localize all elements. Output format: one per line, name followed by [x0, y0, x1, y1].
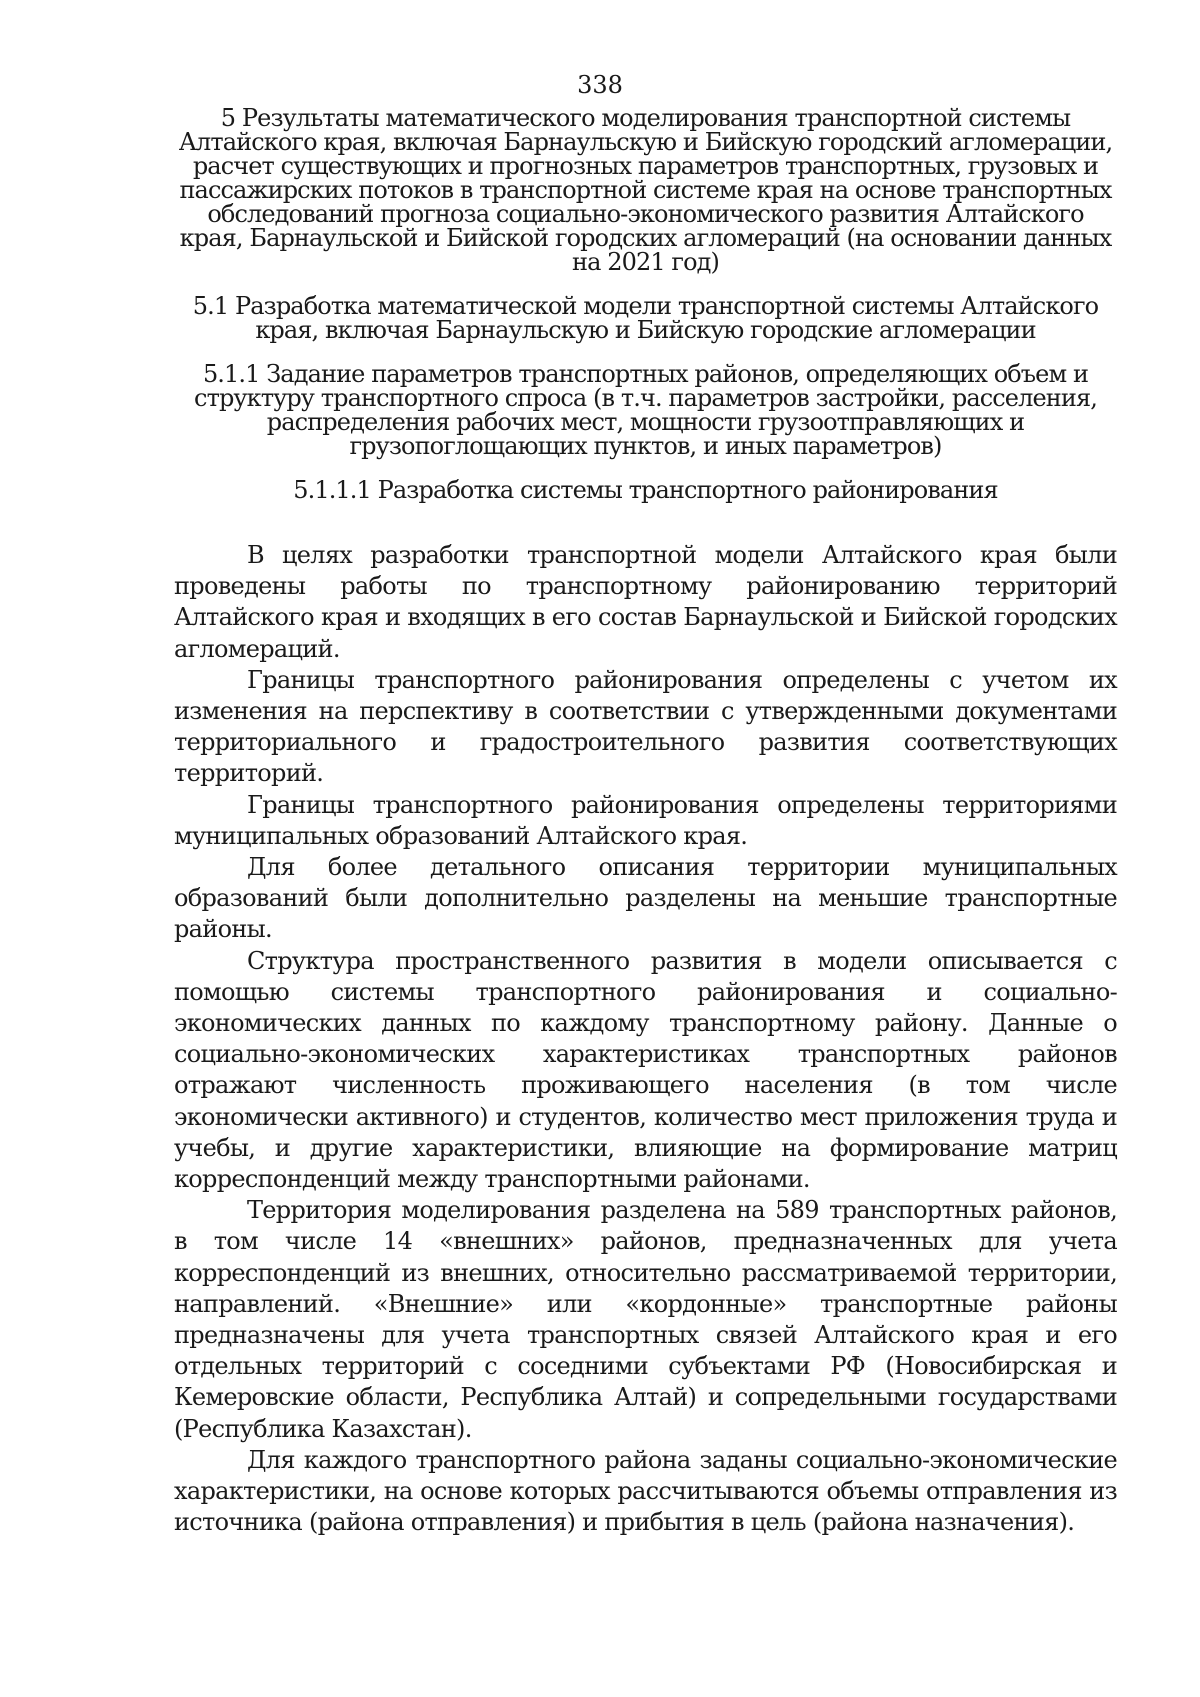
page-content	[174, 106, 1117, 1539]
subsubsection-heading: 5.1.1 Задание параметров транспортных районов, определяющих объем и структуру транспортного спроса (в т.ч. параметров застройки, расселения, распределения рабочих мест, мощности грузоотправляющих и грузопоглощающих пунктов, и иных параметров)	[194, 360, 1097, 460]
body-paragraph: Для более детального описания территории муниципальных образований были дополнительно разделены на меньшие транспортные районы.	[174, 853, 1117, 944]
body-paragraph: Структура пространственного развития в модели описывается с помощью системы транспортного районирования и социально-экономических данных по каждому транспортному району. Данные о социально-экономических характеристиках транспортных районов отражают численность проживающего населения (в том числе экономически активного) и студентов, количество мест приложения труда и учебы, и другие характеристики, влияющие на формирование матриц корреспонденций между транспортными районами.	[174, 946, 1117, 1194]
body-paragraph: Для каждого транспортного района заданы социально-экономические характеристики, на основе которых рассчитываются объемы отправления из источника (района отправления) и прибытия в цель (района назначения).	[174, 1445, 1117, 1537]
body-paragraph: Границы транспортного районирования определены территориями муниципальных образований Алтайского края.	[174, 790, 1117, 850]
subsection-heading: 5.1 Разработка математической модели транспортной системы Алтайского края, включая Барнаульскую и Бийскую городские агломерации	[192, 292, 1099, 344]
body-paragraph: В целях разработки транспортной модели Алтайского края были проведены работы по транспортному районированию территорий Алтайского края и входящих в его состав Барнаульской и Бийской городских агломераций.	[174, 541, 1117, 663]
paragraph-heading: 5.1.1.1 Разработка системы транспортного районирования	[293, 476, 998, 504]
body-paragraph: Территория моделирования разделена на 589 транспортных районов, в том числе 14 «внешних» районов, предназначенных для учета корреспонденций из внешних, относительно рассматриваемой территории, направлений. «Внешние» или «кордонные» транспортные районы предназначены для учета транспортных связей Алтайского края и его отдельных территорий с соседними субъектами РФ (Новосибирская и Кемеровские области, Республика Алтай) и сопредельными государствами (Республика Казахстан).	[174, 1196, 1117, 1443]
body-paragraph: Границы транспортного районирования определены с учетом их изменения на перспективу в соответствии с утвержденными документами территориального и градостроительного развития соответствующих территорий.	[174, 665, 1117, 788]
section-heading: 5 Результаты математического моделирования транспортной системы Алтайского края, включая Барнаульскую и Бийскую городский агломерации, расчет существующих и прогнозных параметров транспортных, грузовых и пассажирских потоков в транспортной системе края на основе транспортных обследований прогноза социально-экономического развития Алтайского края, Барнаульской и Бийской городских агломераций (на основании данных на 2021 год)	[178, 104, 1113, 276]
page-number: 338	[577, 71, 623, 99]
